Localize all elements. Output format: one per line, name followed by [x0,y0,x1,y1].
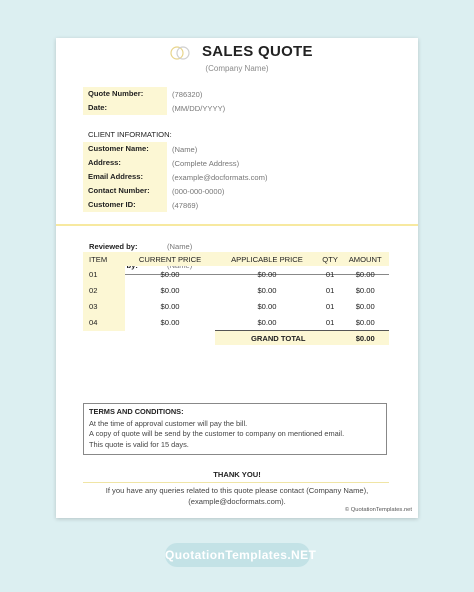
field-value: (47869) [172,200,199,210]
table-row [83,298,389,314]
date-row [83,101,383,115]
field-label: Email Address: [83,170,167,184]
table-header-row [83,252,389,266]
quote-number-row [83,87,383,101]
client-field-row [83,156,383,170]
table-cell: 03 [83,298,125,314]
empty-cell [125,331,215,346]
field-label: Date: [83,101,167,115]
field-label: Contact Number: [83,184,167,198]
column-header: CURRENT PRICE [125,252,215,266]
empty-cell [83,331,125,346]
grand-total-label: GRAND TOTAL [215,331,341,346]
table-cell: $0.00 [160,269,180,279]
field-value: (MM/DD/YYYY) [172,103,226,113]
document-title: SALES QUOTE [202,43,313,60]
logo-icon [169,45,191,61]
table-cell: $0.00 [257,301,277,311]
terms-line: A copy of quote will be send by the customer to company on mentioned email. [89,429,345,438]
terms-line: This quote is valid for 15 days. [89,439,189,449]
review-value: (Name) [167,242,193,251]
table-cell: $0.00 [160,301,180,311]
contact-line: (example@docformats.com). [188,496,286,506]
table-cell: $0.00 [160,285,180,295]
client-field-row [83,170,383,184]
quote-document [56,38,418,518]
table-cell: 02 [83,282,125,298]
table-cell: 01 [325,269,335,279]
field-label: Address: [83,156,167,170]
site-badge: QuotationTemplates.NET [165,543,310,567]
field-label: Quote Number: [83,87,167,101]
table-cell: $0.00 [355,317,375,327]
field-label: Customer Name: [83,142,167,156]
section-divider [56,224,418,226]
copyright-text: © QuotationTemplates.net [344,507,412,513]
quote-info [83,87,383,115]
client-info-heading: CLIENT INFORMATION: [88,130,172,139]
column-header: QTY [319,252,342,266]
grand-total-row [83,331,389,346]
field-value: (000-000-0000) [172,186,225,196]
table-cell: 04 [83,314,125,331]
client-field-row [83,198,383,212]
company-name: (Company Name) [205,64,269,73]
field-value: (786320) [172,89,203,99]
table-cell: $0.00 [257,317,277,327]
client-info [83,142,383,212]
table-cell: $0.00 [355,301,375,311]
table-row [83,314,389,331]
table-cell: 01 [325,285,335,295]
column-header: AMOUNT [341,252,389,266]
thank-you: THANK YOU! [213,470,261,479]
column-header: APPLICABLE PRICE [215,252,319,266]
footer-divider [83,482,389,483]
grand-total-value: $0.00 [341,331,389,346]
contact-line: If you have any queries related to this quote please contact (Company Name), [105,486,369,495]
table-cell: $0.00 [355,269,375,279]
terms-heading: TERMS AND CONDITIONS: [89,407,184,416]
table-cell: $0.00 [257,285,277,295]
column-header: ITEM [83,252,125,266]
table-cell: 01 [325,317,335,327]
table-row [83,282,389,298]
review-label: Reviewed by: [89,242,138,251]
contact-note [56,486,418,507]
field-value: (Complete Address) [172,158,240,168]
field-value: (Name) [172,144,198,154]
items-table [83,252,389,345]
field-value: (example@docformats.com) [172,172,268,182]
table-cell: $0.00 [160,317,180,327]
field-label: Customer ID: [83,198,167,212]
table-cell: $0.00 [355,285,375,295]
table-cell: 01 [83,266,125,282]
table-cell: $0.00 [257,269,277,279]
client-field-row [83,184,383,198]
client-field-row [83,142,383,156]
terms-line: At the time of approval customer will pay the bill. [89,418,248,428]
table-row [83,266,389,282]
terms-box [83,403,387,455]
table-cell: 01 [325,301,335,311]
